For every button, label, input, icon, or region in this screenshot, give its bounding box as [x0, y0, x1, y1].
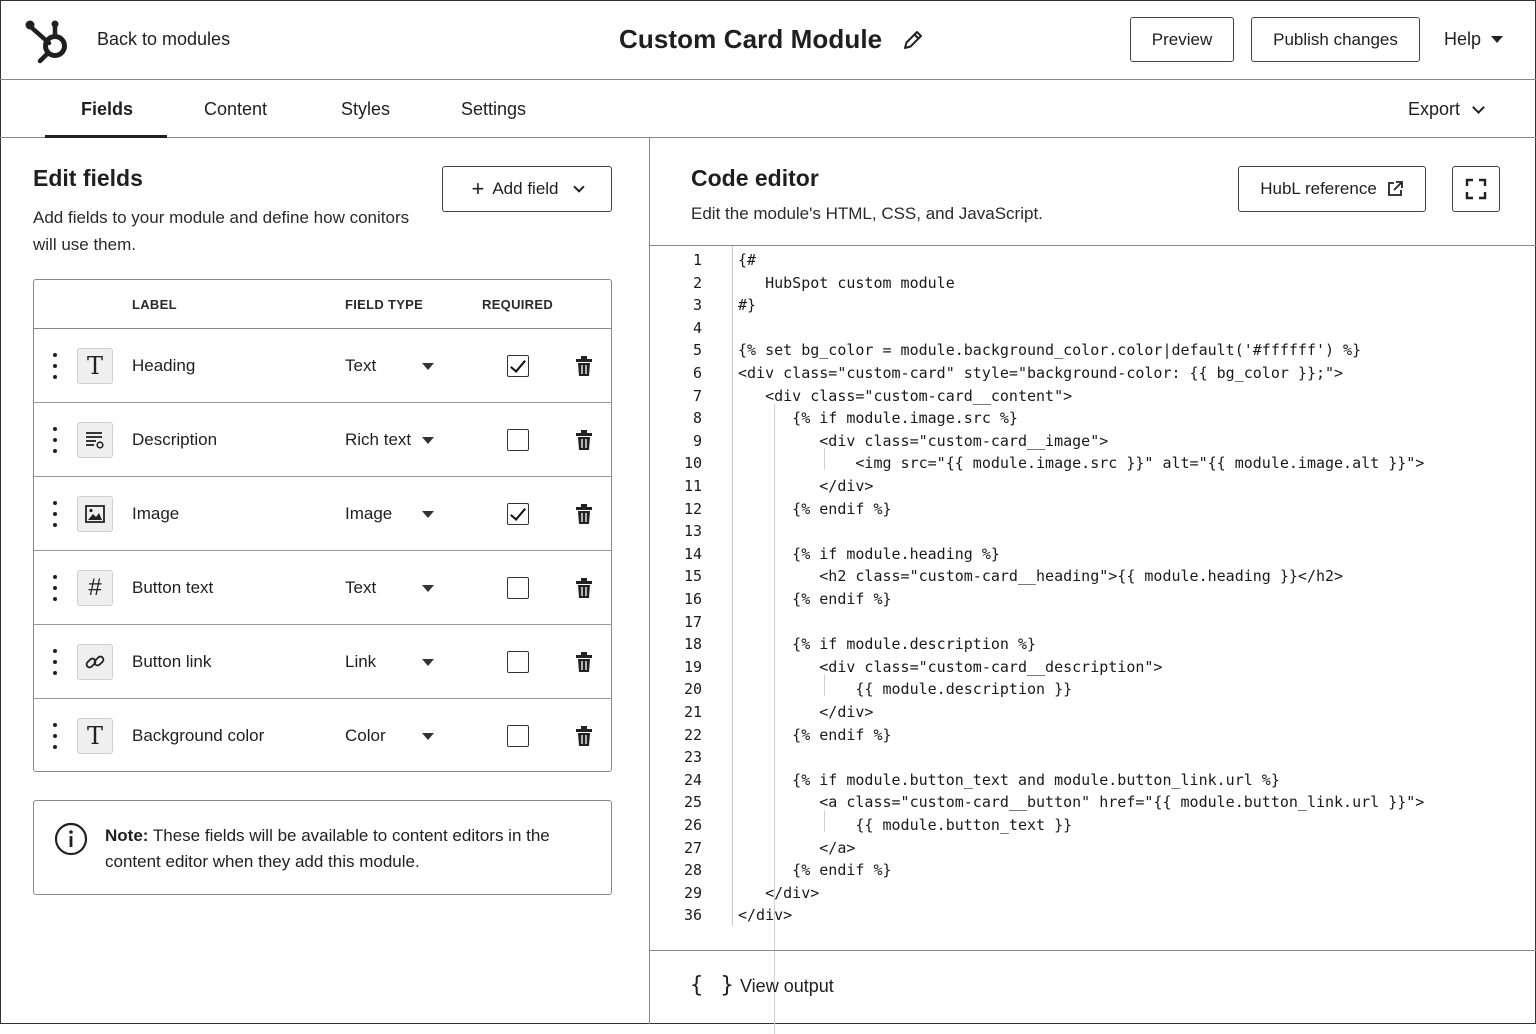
code-line[interactable]: #} — [738, 296, 757, 315]
field-label: Description — [132, 430, 218, 449]
code-line[interactable]: </div> — [738, 703, 874, 721]
hash-icon: # — [77, 570, 113, 606]
back-to-modules-link[interactable]: Back to modules — [97, 29, 231, 49]
add-field-button[interactable] — [442, 166, 612, 212]
line-number: 1 — [692, 251, 702, 269]
note-text — [105, 823, 595, 875]
line-number: 13 — [684, 522, 703, 541]
trash-icon[interactable] — [575, 355, 593, 377]
line-number: 11 — [684, 477, 703, 495]
line-number: 36 — [684, 906, 703, 925]
table-row — [34, 625, 611, 699]
required-checkbox[interactable] — [507, 725, 529, 747]
note-callout — [33, 800, 612, 895]
field-label: Heading — [132, 356, 196, 375]
table-row — [34, 477, 611, 551]
table-row — [34, 403, 611, 477]
required-checkbox[interactable] — [507, 355, 529, 377]
gutter-divider — [732, 246, 733, 926]
code-line[interactable]: {% if module.image.src %} — [738, 409, 1018, 428]
plus-icon: + — [471, 176, 485, 201]
code-editor-bottom-border — [650, 950, 1536, 951]
code-line[interactable]: <img src="{{ module.image.src }}" alt="{{ module.image.alt }}"> — [738, 454, 1425, 473]
line-number: 6 — [692, 364, 702, 382]
note-label: Note: — [105, 826, 149, 845]
code-line[interactable]: {% endif %} — [738, 590, 892, 608]
line-number: 12 — [684, 499, 703, 518]
code-line[interactable]: <div class="custom-card" style="background-color: {{ bg_color }};"> — [738, 364, 1344, 382]
code-line[interactable]: HubSpot custom module — [738, 273, 955, 292]
required-checkbox[interactable] — [507, 503, 529, 525]
line-number: 19 — [684, 657, 703, 676]
line-number: 7 — [692, 386, 702, 405]
field-type-select[interactable]: Text — [345, 356, 377, 375]
page-title-group — [619, 24, 924, 55]
text-icon: T — [77, 718, 113, 754]
edit-fields-description: Add fields to your module and define how conitors will use them. — [33, 208, 410, 254]
table-row — [34, 699, 611, 773]
code-editor-description: Edit the module's HTML, CSS, and JavaScript. — [691, 204, 1043, 223]
line-number: 26 — [684, 816, 703, 834]
drag-handle-icon[interactable] — [51, 723, 59, 749]
code-line[interactable]: <h2 class="custom-card__heading">{{ module.heading }}</h2> — [738, 567, 1344, 586]
column-header-required: REQUIRED — [482, 297, 554, 312]
chevron-down-icon — [1472, 101, 1485, 114]
code-line[interactable]: {% set bg_color = module.background_color.color|default('#ffffff') %} — [738, 341, 1362, 360]
link-icon — [77, 644, 113, 680]
code-line[interactable]: {% if module.heading %} — [738, 544, 1000, 563]
line-number: 28 — [684, 861, 703, 880]
table-row — [34, 551, 611, 625]
drag-handle-icon[interactable] — [51, 501, 59, 527]
drag-handle-icon[interactable] — [51, 649, 59, 675]
required-checkbox[interactable] — [507, 429, 529, 451]
line-number: 27 — [684, 838, 703, 857]
code-line[interactable]: </div> — [738, 477, 874, 495]
line-number: 5 — [692, 341, 702, 360]
code-line[interactable]: {# — [738, 251, 757, 269]
code-line[interactable]: {% endif %} — [738, 499, 892, 518]
code-line[interactable]: </div> — [738, 906, 793, 925]
trash-icon[interactable] — [575, 577, 593, 599]
line-number: 25 — [684, 793, 703, 812]
field-type-select[interactable]: Rich text — [345, 430, 412, 449]
code-line[interactable]: </a> — [738, 838, 856, 857]
tab-styles[interactable]: Styles — [341, 99, 391, 119]
export-label: Export — [1408, 99, 1461, 119]
code-line[interactable]: <div class="custom-card__description"> — [738, 657, 1163, 676]
caret-down-icon[interactable] — [422, 511, 434, 518]
field-type-select[interactable]: Text — [345, 578, 377, 597]
image-icon — [77, 496, 113, 532]
trash-icon[interactable] — [575, 725, 593, 747]
line-number: 10 — [684, 454, 703, 473]
add-field-label: Add field — [492, 179, 559, 198]
tab-settings[interactable]: Settings — [461, 99, 527, 119]
field-label: Button text — [132, 578, 214, 597]
tab-bar — [0, 80, 1536, 138]
expand-icon — [1465, 178, 1487, 200]
required-checkbox[interactable] — [507, 651, 529, 673]
trash-icon[interactable] — [575, 503, 593, 525]
line-number: 9 — [692, 431, 702, 450]
code-editor[interactable] — [650, 246, 1536, 950]
fields-table — [33, 279, 612, 772]
code-line[interactable]: {{ module.description }} — [738, 680, 1073, 699]
view-output-button[interactable]: View output — [740, 976, 834, 996]
hubl-reference-button[interactable] — [1238, 166, 1426, 212]
line-number: 4 — [692, 318, 702, 337]
line-number: 21 — [684, 703, 703, 721]
code-line[interactable]: {% endif %} — [738, 725, 892, 744]
publish-changes-button[interactable]: Publish changes — [1251, 17, 1420, 62]
edit-fields-title: Edit fields — [33, 165, 143, 191]
caret-down-icon[interactable] — [422, 659, 434, 666]
field-type-select[interactable]: Color — [345, 726, 386, 745]
line-number: 14 — [684, 544, 703, 563]
page-title: Custom Card Module — [619, 24, 883, 54]
code-editor-title: Code editor — [691, 165, 819, 191]
line-number: 29 — [684, 883, 703, 902]
required-checkbox[interactable] — [507, 577, 529, 599]
line-number: 2 — [692, 273, 702, 292]
line-number: 23 — [684, 748, 703, 767]
help-menu[interactable] — [1444, 29, 1503, 50]
caret-down-icon[interactable] — [422, 363, 434, 370]
table-row — [34, 329, 611, 403]
active-tab-indicator — [45, 135, 167, 138]
code-line[interactable]: {% if module.description %} — [738, 635, 1037, 654]
line-number: 22 — [684, 725, 703, 744]
line-number: 18 — [684, 635, 703, 654]
fullscreen-button[interactable] — [1452, 166, 1500, 212]
code-braces-icon[interactable]: { } — [690, 973, 736, 998]
line-number: 17 — [684, 612, 703, 631]
note-body: These fields will be available to content editors in the content editor when they add this module. — [105, 826, 550, 871]
field-type-select[interactable]: Link — [345, 652, 377, 671]
code-line[interactable]: {% endif %} — [738, 861, 892, 880]
code-line[interactable]: {% if module.button_text and module.button_link.url %} — [738, 770, 1280, 789]
field-label: Image — [132, 504, 180, 523]
line-number: 24 — [684, 770, 703, 789]
caret-down-icon[interactable] — [422, 733, 434, 740]
pencil-icon[interactable] — [902, 29, 924, 51]
caret-down-icon[interactable] — [422, 437, 434, 444]
hubspot-logo-icon[interactable] — [22, 16, 70, 64]
drag-handle-icon[interactable] — [51, 427, 59, 453]
preview-button[interactable]: Preview — [1130, 17, 1234, 62]
top-bar — [0, 0, 1536, 80]
trash-icon[interactable] — [575, 429, 593, 451]
field-label: Button link — [132, 652, 212, 671]
external-link-icon — [1386, 180, 1404, 198]
export-menu[interactable] — [1408, 99, 1483, 120]
line-number: 8 — [692, 409, 702, 428]
info-icon — [54, 822, 88, 856]
drag-handle-icon[interactable] — [51, 353, 59, 379]
field-label: Background color — [132, 726, 265, 745]
chevron-down-icon — [573, 181, 584, 192]
caret-down-icon — [1491, 36, 1503, 43]
drag-handle-icon[interactable] — [51, 575, 59, 601]
column-header-label: LABEL — [132, 297, 177, 312]
line-number: 20 — [684, 680, 703, 699]
line-number: 3 — [692, 296, 702, 315]
tab-fields[interactable]: Fields — [81, 99, 134, 119]
field-type-select[interactable]: Image — [345, 504, 393, 523]
code-line[interactable]: {{ module.button_text }} — [738, 816, 1073, 834]
code-line[interactable]: <div class="custom-card__content"> — [738, 386, 1073, 405]
rich-text-icon — [77, 422, 113, 458]
code-line[interactable]: </div> — [738, 883, 820, 902]
code-line[interactable]: <div class="custom-card__image"> — [738, 431, 1109, 450]
trash-icon[interactable] — [575, 651, 593, 673]
hubl-reference-label: HubL reference — [1260, 179, 1377, 198]
column-header-field-type: FIELD TYPE — [345, 297, 424, 312]
text-icon: T — [77, 348, 113, 384]
caret-down-icon[interactable] — [422, 585, 434, 592]
code-line[interactable]: <a class="custom-card__button" href="{{ module.button_link.url }}"> — [738, 793, 1425, 812]
help-label: Help — [1444, 29, 1482, 49]
tab-content[interactable]: Content — [204, 99, 268, 119]
line-number: 16 — [684, 590, 703, 608]
line-number: 15 — [684, 567, 703, 586]
